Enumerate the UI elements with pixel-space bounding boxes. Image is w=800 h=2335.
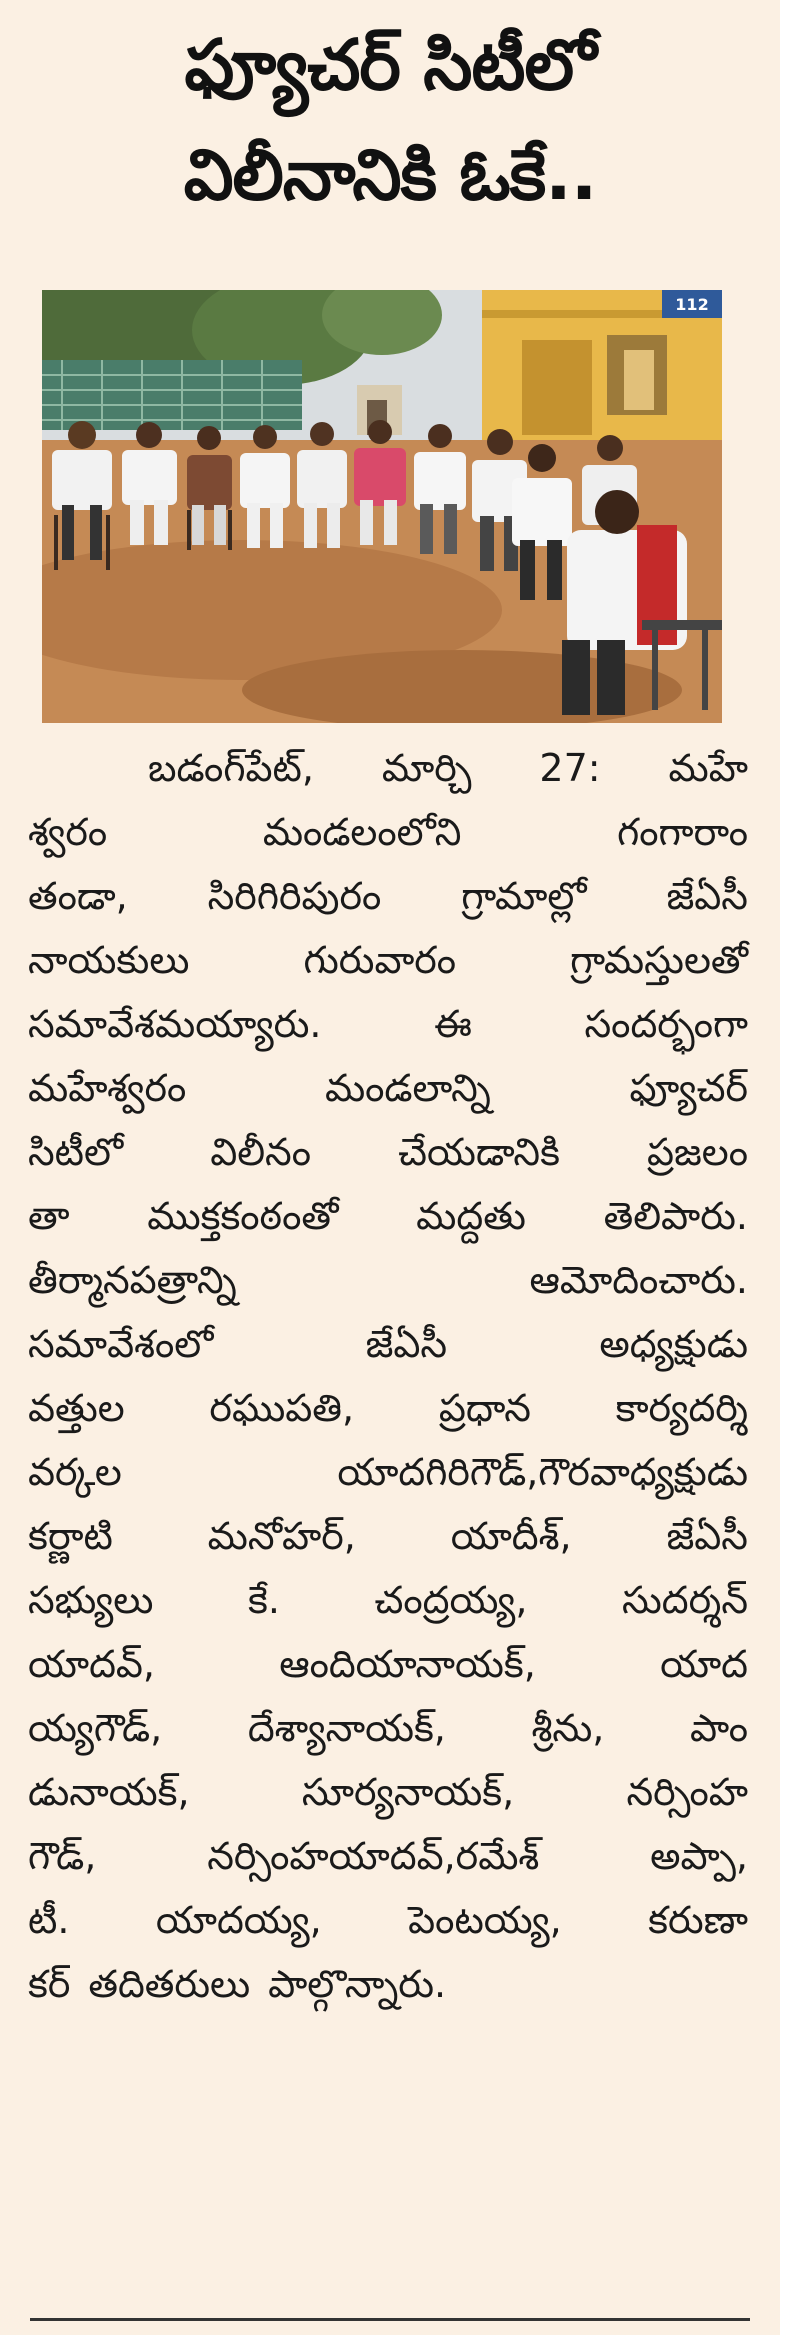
word: యాదీశ్,	[450, 1514, 572, 1558]
word: రఘుపతి,	[209, 1386, 355, 1430]
word: తెలిపారు.	[603, 1194, 748, 1238]
word: మద్దతు	[416, 1194, 526, 1238]
word: మహే	[668, 746, 748, 790]
word: మండలాన్ని	[324, 1066, 491, 1110]
word: తా	[28, 1194, 70, 1238]
word: నర్సింహ	[626, 1770, 748, 1814]
word: గంగారాం	[617, 810, 748, 854]
word: యాద	[660, 1642, 748, 1686]
body-line-20	[28, 1952, 748, 2016]
word: గ్రామస్తులతో	[570, 938, 748, 982]
body-line-16	[28, 1696, 748, 1760]
word: అధ్యక్షుడు	[599, 1322, 748, 1366]
word: సుదర్శన్	[621, 1578, 748, 1622]
body-line-19	[28, 1888, 748, 1952]
body-line-6	[28, 1056, 748, 1120]
word: శ్వరం	[28, 810, 108, 854]
word: జేఏసీ	[365, 1322, 448, 1366]
word: కే.	[247, 1578, 280, 1622]
word: శ్రీను,	[531, 1706, 605, 1750]
word: గౌడ్,	[28, 1834, 97, 1878]
word: నర్సింహయాదవ్,రమేశ్	[207, 1834, 540, 1878]
body-line-2	[28, 800, 748, 864]
body-line-15	[28, 1632, 748, 1696]
word: చంద్రయ్య,	[374, 1578, 528, 1622]
meeting-photo-illustration	[42, 290, 722, 723]
wall-sign: 112	[675, 295, 709, 314]
word: కరుణా	[648, 1898, 748, 1942]
word: గ్రామాల్లో	[461, 874, 587, 918]
body-line-11	[28, 1376, 748, 1440]
body-line-12	[28, 1440, 748, 1504]
word: మహేశ్వరం	[28, 1066, 187, 1110]
word: టీ.	[28, 1898, 70, 1942]
word: తదితరులు	[88, 1962, 251, 2006]
word: విలీనం	[210, 1130, 312, 1174]
word: చేయడానికి	[398, 1130, 560, 1174]
word: ప్రధాన	[438, 1386, 531, 1430]
word: య్యగౌడ్,	[28, 1706, 163, 1750]
word: వర్కల	[28, 1450, 122, 1494]
word: మార్చి	[381, 746, 472, 790]
word: జేఏసీ	[666, 1514, 748, 1558]
headline-line-1: ఫ్యూచర్ సిటీలో	[184, 24, 596, 106]
word: పెంటయ్య,	[408, 1898, 562, 1942]
word: వత్తుల	[28, 1386, 125, 1430]
word: దేశ్యానాయక్,	[247, 1706, 446, 1750]
word: సమావేశమయ్యారు.	[28, 1002, 322, 1046]
word: మండలంలోని	[262, 810, 462, 854]
word: పాం	[689, 1706, 748, 1750]
word: ముక్తకంఠంతో	[147, 1194, 339, 1238]
word: కర్	[28, 1962, 71, 2006]
word: తీర్మానపత్రాన్ని	[28, 1258, 237, 1302]
word: అప్పా,	[650, 1834, 748, 1878]
word: సందర్భంగా	[584, 1002, 748, 1046]
word: కార్యదర్శి	[615, 1386, 748, 1430]
word: యాదవ్,	[28, 1642, 155, 1686]
word: సూర్యనాయక్,	[301, 1770, 515, 1814]
word: యాదయ్య,	[155, 1898, 322, 1942]
body-line-8	[28, 1184, 748, 1248]
word: యాదగిరిగౌడ్,గౌరవాధ్యక్షుడు	[337, 1450, 748, 1494]
body-line-18	[28, 1824, 748, 1888]
word: గురువారం	[303, 938, 457, 982]
word: సిటీలో	[28, 1130, 124, 1174]
bottom-rule	[30, 2318, 750, 2321]
word: సిరిగిరిపురం	[207, 874, 382, 918]
body-line-9	[28, 1248, 748, 1312]
word: ఫ్యూచర్	[629, 1066, 748, 1110]
body-line-5	[28, 992, 748, 1056]
word: కర్ణాటి	[28, 1514, 113, 1558]
article-body	[28, 736, 748, 2016]
word: ప్రజలం	[646, 1130, 748, 1174]
body-line-10	[28, 1312, 748, 1376]
body-line-13	[28, 1504, 748, 1568]
word: సభ్యులు	[28, 1578, 154, 1622]
word: డునాయక్,	[28, 1770, 190, 1814]
body-line-17	[28, 1760, 748, 1824]
word: నాయకులు	[28, 938, 190, 982]
meeting-photo	[42, 290, 722, 723]
word: తండా,	[28, 874, 128, 918]
body-line-14	[28, 1568, 748, 1632]
word: ఆమోదించారు.	[529, 1258, 748, 1302]
word: ఆందియానాయక్,	[279, 1642, 536, 1686]
word: జేఏసీ	[666, 874, 748, 918]
word: పాల్గొన్నారు.	[268, 1962, 447, 2006]
body-line-4	[28, 928, 748, 992]
word: 27:	[539, 746, 601, 790]
headline	[0, 10, 780, 230]
body-line-1	[28, 736, 748, 800]
headline-line-2: విలీనానికి ఓకే..	[183, 134, 597, 216]
word: బడంగ్‌పేట్,	[148, 746, 314, 790]
body-line-7	[28, 1120, 748, 1184]
word: మనోహర్,	[207, 1514, 356, 1558]
word: ఈ	[434, 1002, 472, 1046]
body-line-3	[28, 864, 748, 928]
word: సమావేశంలో	[28, 1322, 214, 1366]
